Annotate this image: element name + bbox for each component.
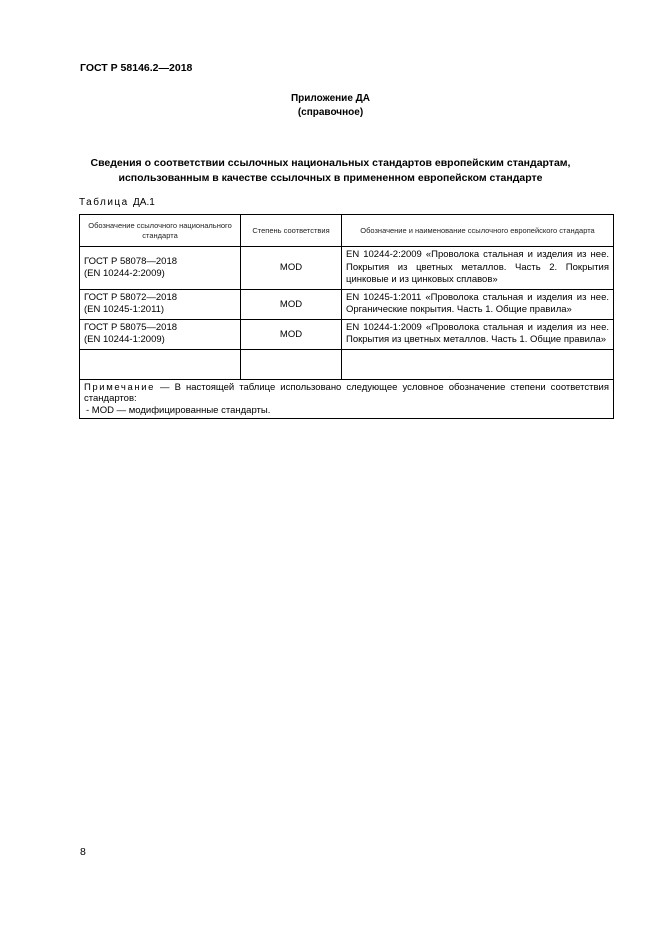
national-standard-cell <box>80 319 241 349</box>
column-header-european: Обозначение и наименование ссылочного европейского стандарта <box>342 215 614 247</box>
table-note <box>80 379 614 419</box>
section-heading-line-1: Сведения о соответствии ссылочных национальных стандартов европейским стандартам, <box>90 157 571 169</box>
european-standard-cell: EN 10244-2:2009 «Проволока стальная и изделия из нее. Покрытия из цветных металлов. Часть 2. Покрытия цинковые и из цинковых сплавов» <box>342 247 614 290</box>
section-heading-line-2: использованным в качестве ссылочных в примененном европейском стандарте <box>118 172 543 184</box>
degree-cell: MOD <box>241 247 342 290</box>
table-caption-number: ДА.1 <box>133 197 155 208</box>
empty-cell <box>80 349 241 379</box>
degree-cell: MOD <box>241 319 342 349</box>
section-heading <box>70 156 591 186</box>
european-standard-cell: EN 10244-1:2009 «Проволока стальная и изделия из нее. Покрытия из цветных металлов. Часть 1. Общие правила» <box>342 319 614 349</box>
empty-cell <box>342 349 614 379</box>
column-header-degree: Степень соответствия <box>241 215 342 247</box>
table-row <box>80 289 614 319</box>
table-row-empty <box>80 349 614 379</box>
national-standard-ref: (EN 10244-2:2009) <box>84 267 165 279</box>
standard-id: ГОСТ Р 58146.2—2018 <box>80 62 193 74</box>
national-standard-ref: (EN 10245-1:2011) <box>84 304 165 315</box>
table-row <box>80 247 614 290</box>
national-standard-id: ГОСТ Р 58075—2018 <box>84 322 178 333</box>
table-note-row <box>80 379 614 419</box>
empty-cell <box>241 349 342 379</box>
table-note-item: - MOD — модифицированные стандарты. <box>86 404 271 416</box>
national-standard-id: ГОСТ Р 58078—2018 <box>84 255 178 267</box>
national-standard-id: ГОСТ Р 58072—2018 <box>84 292 178 303</box>
page-number: 8 <box>80 846 86 858</box>
table-note-text <box>84 382 609 405</box>
table-caption <box>79 197 155 208</box>
table-caption-word: Таблица <box>79 197 129 208</box>
national-standard-cell <box>80 289 241 319</box>
european-standard-cell: EN 10245-1:2011 «Проволока стальная и изделия из нее. Органические покрытия. Часть 1. Общие правила» <box>342 289 614 319</box>
correspondence-table <box>79 214 614 419</box>
table-note-body: — В настоящей таблице использовано следующее условное обозначение степени соответствия стандартов: <box>84 381 609 404</box>
column-header-national: Обозначение ссылочного национального стандарта <box>80 215 241 247</box>
national-standard-ref: (EN 10244-1:2009) <box>84 334 165 345</box>
appendix-subtitle: (справочное) <box>297 107 364 118</box>
table-row <box>80 319 614 349</box>
table-header-row <box>80 215 614 247</box>
appendix-title: Приложение ДА <box>290 93 371 104</box>
national-standard-cell <box>80 247 241 290</box>
table-note-label: Примечание <box>84 381 155 393</box>
degree-cell: MOD <box>241 289 342 319</box>
